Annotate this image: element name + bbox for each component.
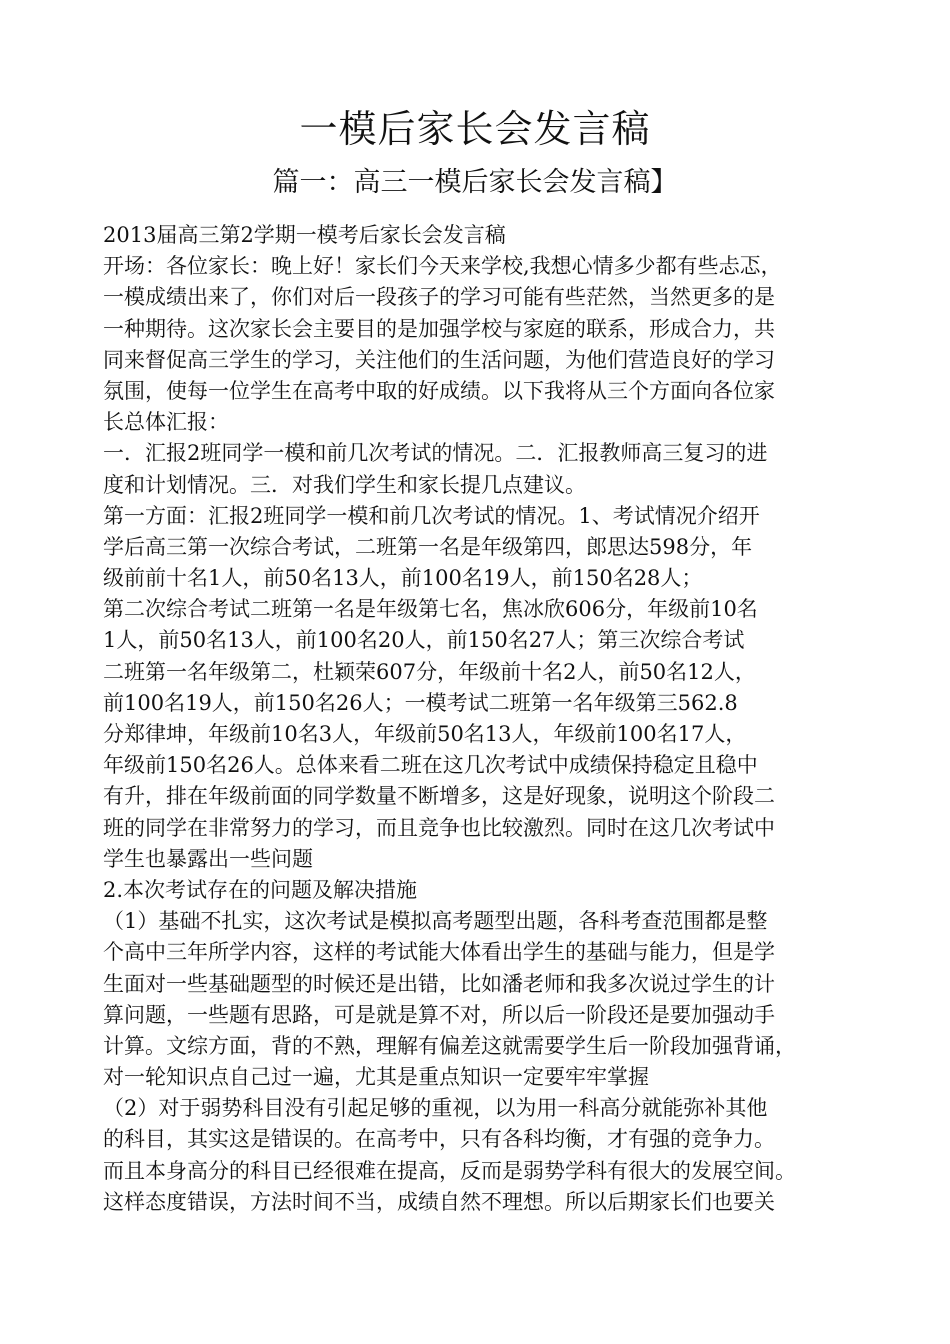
body-line: 1人，前50名13人，前100名20人，前150名27人；第三次综合考试 [103,628,745,653]
body-line: 而且本身高分的科目已经很难在提高，反而是弱势学科有很大的发展空间。 [103,1158,796,1183]
body-line: 学生也暴露出一些问题 [103,846,313,871]
body-line: 第一方面：汇报2班同学一模和前几次考试的情况。1、考试情况介绍开 [103,503,760,528]
body-line: 算问题，一些题有思路，可是就是算不对，所以后一阶段还是要加强动手 [103,1002,775,1027]
body-line: 个高中三年所学内容，这样的考试能大体看出学生的基础与能力，但是学 [103,940,775,965]
body-line: 氛围，使每一位学生在高考中取的好成绩。以下我将从三个方面向各位家 [103,378,775,403]
body-line: 同来督促高三学生的学习，关注他们的生活问题，为他们营造良好的学习 [103,347,775,372]
body-line: 长总体汇报： [103,410,229,435]
body-line: 的科目，其实这是错误的。在高考中，只有各科均衡，才有强的竞争力。 [103,1127,775,1152]
body-line: 开场：各位家长：晚上好！家长们今天来学校,我想心情多少都有些忐忑， [103,254,782,279]
body-line: 2013届高三第2学期一模考后家长会发言稿 [103,223,506,247]
body-line: 计算。文综方面，背的不熟，理解有偏差这就需要学生后一阶段加强背诵， [103,1033,796,1058]
body-line: 有升，排在年级前面的同学数量不断增多，这是好现象，说明这个阶段二 [103,784,775,809]
document-title: 一模后家长会发言稿 [299,107,651,151]
body-line: 一模成绩出来了，你们对后一段孩子的学习可能有些茫然，当然更多的是 [103,285,775,310]
body-line: 班的同学在非常努力的学习，而且竞争也比较激烈。同时在这几次考试中 [103,815,775,840]
document-subtitle: 篇一：高三一模后家长会发言稿】 [272,167,678,198]
document-body [103,220,863,1218]
body-line: 级前前十名1人，前50名13人，前100名19人，前150名28人； [103,566,703,591]
body-line: 年级前150名26人。总体来看二班在这几次考试中成绩保持稳定且稳中 [103,753,758,778]
body-line: 度和计划情况。三．对我们学生和家长提几点建议。 [103,472,586,497]
body-line: 第二次综合考试二班第一名是年级第七名，焦冰欣606分，年级前10名 [103,597,758,622]
section-heading: 2.本次考试存在的问题及解决措施 [103,877,418,902]
body-line: 学后高三第一次综合考试，二班第一名是年级第四，郎思达598分，年 [103,534,753,559]
body-line: 二班第一名年级第二，杜颖荣607分，年级前十名2人，前50名12人， [103,659,756,684]
body-line: 分郑律坤，年级前10名3人，年级前50名13人，年级前100名17人， [103,722,747,746]
body-line: 对一轮知识点自己过一遍，尤其是重点知识一定要牢牢掌握 [103,1065,649,1090]
body-line: （2）对于弱势科目没有引起足够的重视，以为用一科高分就能弥补其他 [103,1096,768,1121]
body-line: 前100名19人，前150名26人；一模考试二班第一名年级第三562.8 [103,690,738,715]
body-line: 生面对一些基础题型的时候还是出错，比如潘老师和我多次说过学生的计 [103,971,775,996]
body-line: 一种期待。这次家长会主要目的是加强学校与家庭的联系，形成合力，共 [103,316,775,341]
body-line: 这样态度错误，方法时间不当，成绩自然不理想。所以后期家长们也要关 [103,1189,775,1214]
body-line: 一．汇报2班同学一模和前几次考试的情况。二．汇报教师高三复习的进 [103,441,768,466]
body-line: （1）基础不扎实，这次考试是模拟高考题型出题，各科考查范围都是整 [103,909,768,934]
